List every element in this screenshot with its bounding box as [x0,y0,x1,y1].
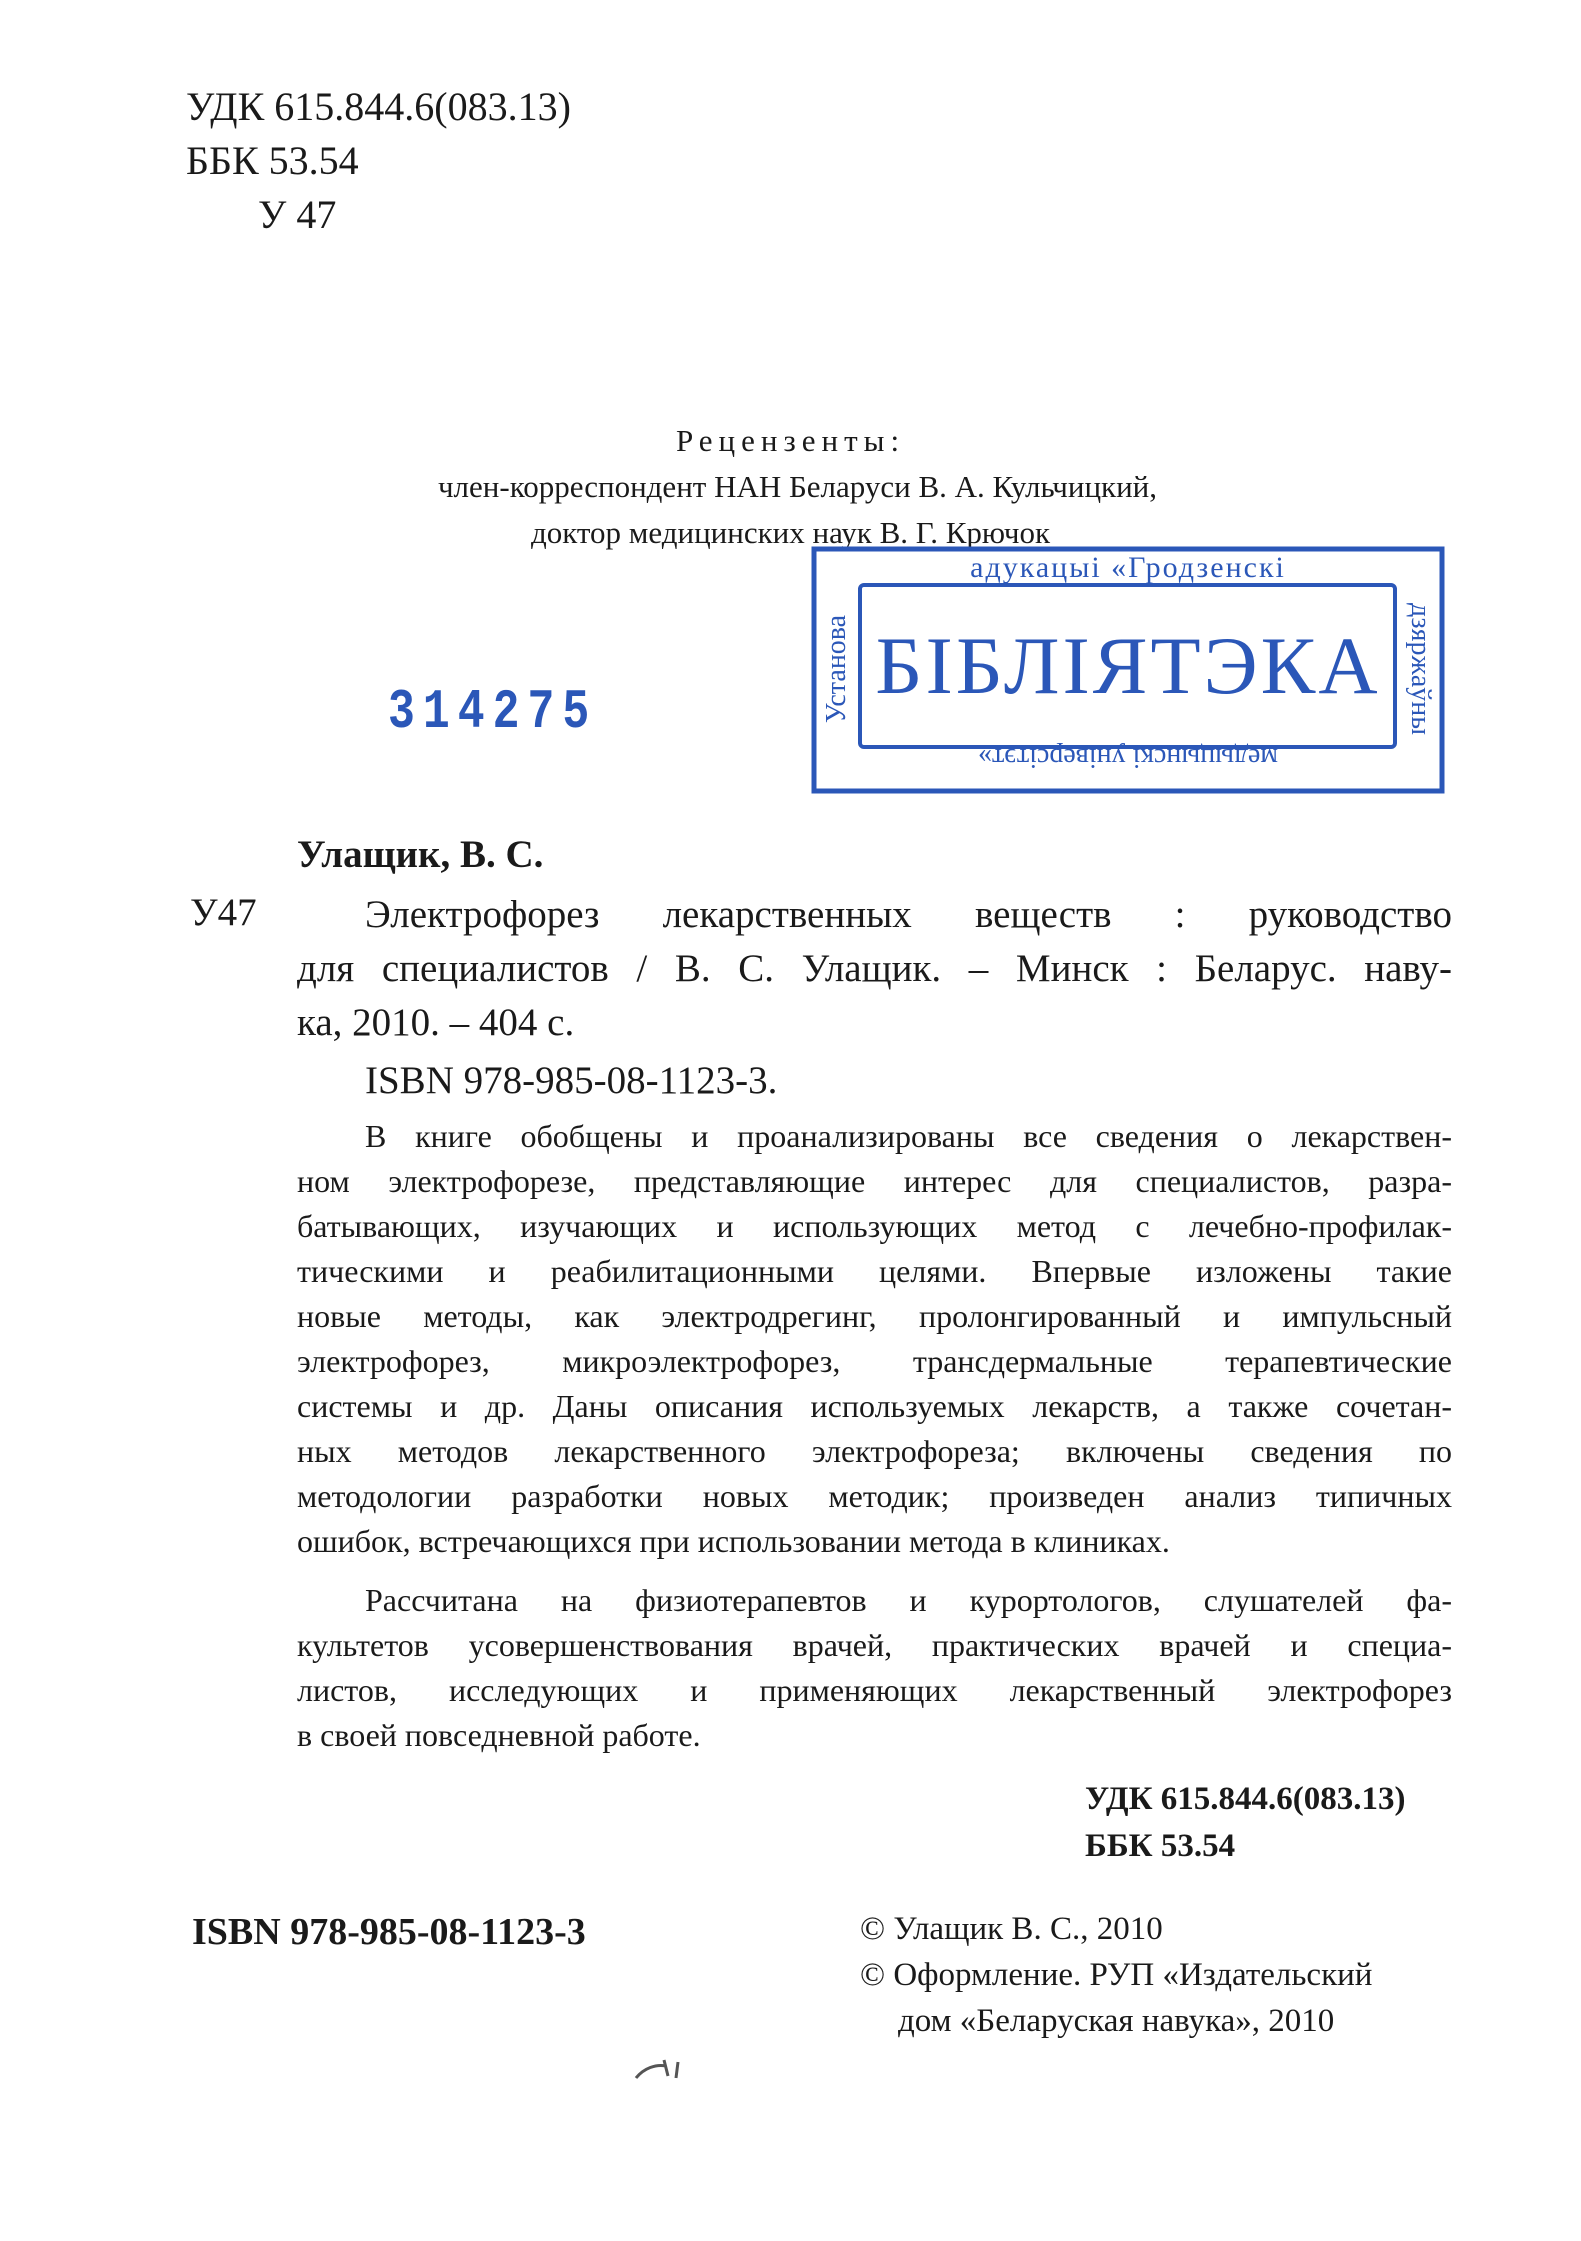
author-sign: У 47 [258,192,337,237]
abstract-line: культетов усовершенствования врачей, практических врачей и специа- [297,1627,1452,1663]
abstract-line: новые методы, как электродрегинг, пролонгированный и импульсный [297,1298,1452,1334]
abstract-line: Рассчитана на физиотерапевтов и курортологов, слушателей фа- [365,1582,1452,1618]
abstract-line: в своей повседневной работе. [297,1717,701,1753]
copyright-design: © Оформление. РУП «Издательский [860,1957,1373,1993]
bibliographic-description [297,888,1452,1050]
bbk-code: ББК 53.54 [186,138,359,183]
abstract-line: батывающих, изучающих и использующих метод с лечебно-профилак- [297,1208,1452,1244]
abstract-line: листов, исследующих и применяющих лекарственный электрофорез [297,1672,1452,1708]
library-stamp [810,545,1446,795]
inventory-number: 314275 [388,680,598,744]
copyright-author: © Улащик В. С., 2010 [860,1911,1163,1947]
abstract [297,1114,1452,1758]
stamp-center-text: БІБЛІЯТЭКА [875,620,1381,711]
stamp-bottom-text: медыцынскі універсітэт» [977,742,1279,773]
reviewers-heading: Рецензенты: [675,423,906,458]
description-line: Электрофорез лекарственных веществ : руководство [365,893,1452,936]
abstract-line: ошибок, встречающихся при использовании метода в клиниках. [297,1523,1170,1559]
stamp-top-text: адукацыі «Гродзенскі [970,551,1286,584]
record-author: Улащик, В. С. [297,833,544,876]
description-line: для специалистов / В. С. Улащик. – Минск : Беларус. наву- [297,947,1452,990]
record-isbn: ISBN 978-985-08-1123-3. [365,1059,778,1102]
abstract-line: системы и др. Даны описания используемых лекарств, а также сочетан- [297,1388,1452,1424]
reviewer-1: член-корреспондент НАН Беларуси В. А. Кульчицкий, [437,469,1158,504]
abstract-line: ном электрофорезе, представляющие интерес для специалистов, разра- [297,1163,1452,1199]
copyright-publisher: дом «Беларуская навука», 2010 [898,2003,1335,2039]
reviewer-2: доктор медицинских наук В. Г. Крючок [530,515,1051,550]
stamp-left-text: Установа [821,614,852,724]
header-codes [186,80,571,242]
abstract-line: ных методов лекарственного электрофореза; включены сведения по [297,1433,1452,1469]
udk-code: УДК 615.844.6(083.13) [186,84,571,129]
footer-isbn: ISBN 978-985-08-1123-3 [192,1911,586,1953]
copyright-block [860,1906,1372,2044]
abstract-line: В книге обобщены и проанализированы все сведения о лекарствен- [365,1118,1452,1154]
abstract-line: тическими и реабилитационными целями. Впервые изложены такие [297,1253,1452,1289]
scan-speck [628,2050,688,2090]
description-line: ка, 2010. – 404 с. [297,1001,575,1044]
abstract-line: методологии разработки новых методик; произведен анализ типичных [297,1478,1452,1514]
footer-codes [1085,1776,1406,1870]
footer-udk: УДК 615.844.6(083.13) [1085,1781,1406,1817]
call-number: У47 [190,891,257,934]
footer-bbk: ББК 53.54 [1085,1828,1236,1864]
abstract-line: электрофорез, микроэлектрофорез, трансдермальные терапевтические [297,1343,1452,1379]
reviewers-block [0,418,1581,556]
stamp-right-text: дзяржаўны [1405,602,1436,736]
